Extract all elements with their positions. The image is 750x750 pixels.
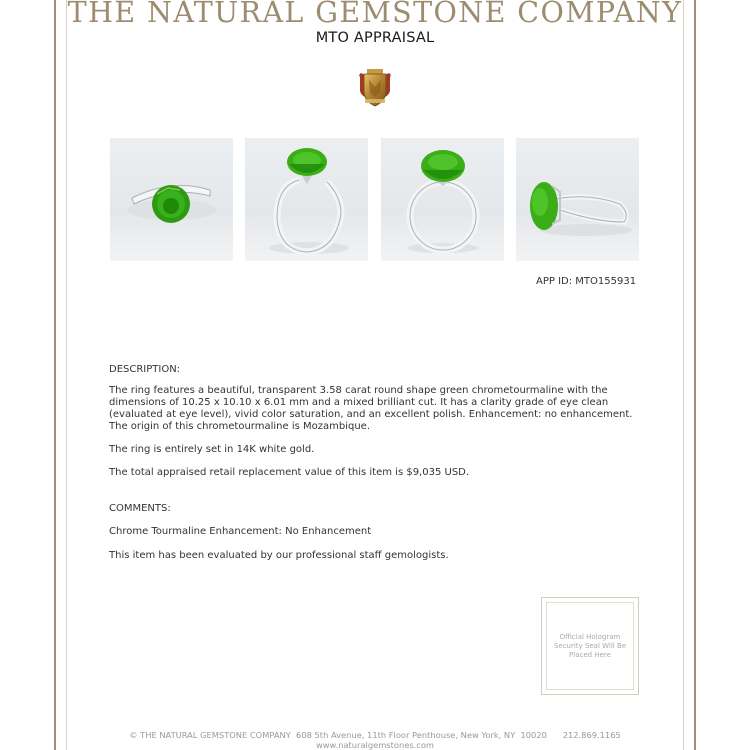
company-name: THE NATURAL GEMSTONE COMPANY (67, 0, 683, 29)
app-id: APP ID: MTO155931 (536, 276, 637, 287)
footer-website[interactable]: www.naturalgemstones.com (315, 740, 435, 750)
description-paragraph: The ring features a beautiful, transparent 3.58 carat round shape green chrometourmaline with the dimensions of 10.25 x 10.10 x 6.01 mm and a mixed brilliant cut. It has a clarity grade of eye clean (evaluated at eye level), vivid color saturation, and an excellent polish. Enhancement: no enhancement. The origin of this chrometourmaline is Mozambique. (109, 385, 633, 432)
heraldic-crest-icon (356, 67, 394, 109)
ring-photo-top-view[interactable] (110, 138, 233, 261)
ring-photo-front-view[interactable] (381, 138, 504, 261)
ring-photo-profile-view[interactable] (516, 138, 639, 261)
hologram-seal-inner-frame (546, 602, 634, 690)
page-border-right-inner (683, 0, 684, 750)
enhancement-comment: Chrome Tourmaline Enhancement: No Enhancement (109, 526, 372, 537)
hologram-seal-text: Official Hologram Security Seal Will Be Placed Here (553, 632, 627, 659)
document-title: MTO APPRAISAL (315, 30, 435, 46)
footer-address: © THE NATURAL GEMSTONE COMPANY 608 5th Avenue, 11th Floor Penthouse, New York, NY 10020 212.869.1165 (129, 730, 621, 740)
description-label: DESCRIPTION: (109, 364, 181, 375)
evaluation-comment: This item has been evaluated by our professional staff gemologists. (109, 550, 449, 561)
page-border-right-outer (694, 0, 696, 750)
hologram-seal-placeholder (541, 597, 639, 695)
comments-label: COMMENTS: (109, 503, 171, 514)
value-paragraph: The total appraised retail replacement value of this item is $9,035 USD. (109, 467, 470, 478)
metal-paragraph: The ring is entirely set in 14K white gold. (109, 444, 315, 455)
page-border-left-inner (66, 0, 67, 750)
ring-photo-side-angle-view[interactable] (245, 138, 368, 261)
page-border-left-outer (54, 0, 56, 750)
